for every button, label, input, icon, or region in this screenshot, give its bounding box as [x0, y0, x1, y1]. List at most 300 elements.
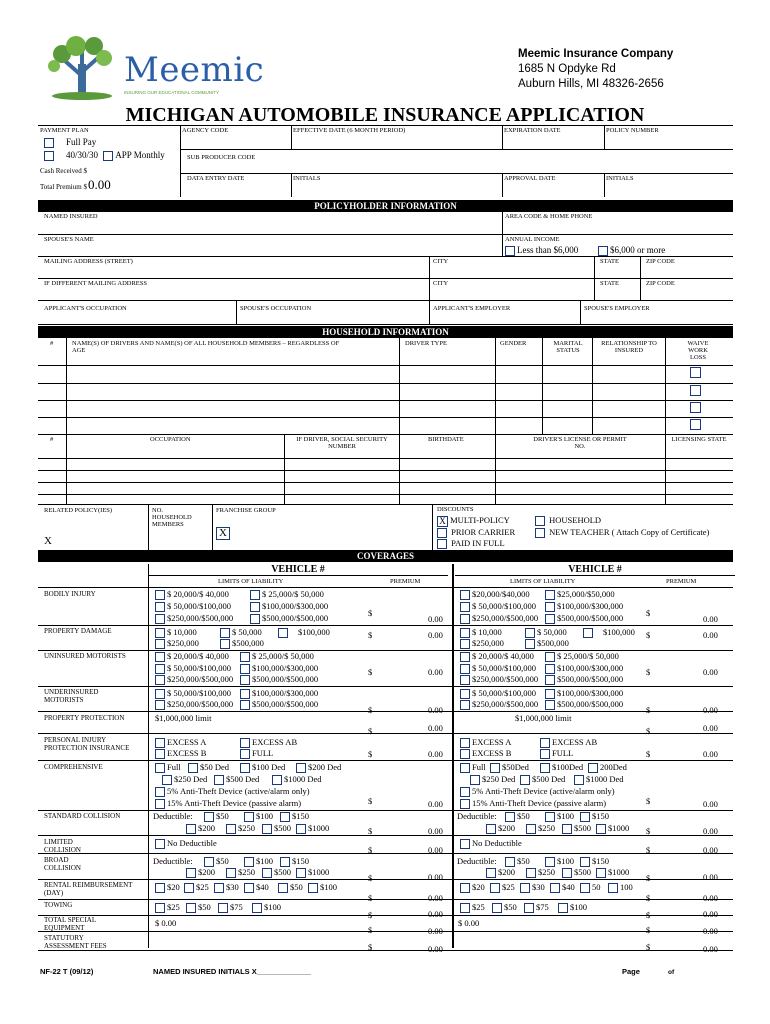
opt-left-pd2[interactable]: [220, 627, 262, 638]
cb-right-c8[interactable]: [460, 787, 470, 797]
new-teacher-checkbox[interactable]: [535, 528, 545, 538]
cb-left-bi4[interactable]: [250, 602, 260, 612]
cb-left-bc7[interactable]: [296, 868, 306, 878]
cb-left-c7[interactable]: [272, 775, 282, 785]
opt-left-c5[interactable]: [162, 774, 207, 785]
opt-left-pd1[interactable]: [155, 627, 197, 638]
plan-403030-option[interactable]: [44, 150, 165, 161]
opt-left-c2[interactable]: [188, 762, 229, 773]
new-teacher-option[interactable]: [535, 527, 709, 538]
cb-right-r4[interactable]: [550, 883, 560, 893]
cb-right-um4[interactable]: [545, 664, 555, 674]
opt-left-sc7[interactable]: [296, 823, 329, 834]
cb-right-bc3[interactable]: [580, 857, 590, 867]
cb-left-r5[interactable]: [278, 883, 288, 893]
cb-right-bi2[interactable]: [545, 590, 555, 600]
premium-value-right-7[interactable]: 0.00: [703, 826, 718, 836]
opt-right-sc3[interactable]: [580, 811, 609, 822]
opt-left-t1[interactable]: [155, 902, 180, 913]
opt-right-bc2[interactable]: [545, 856, 574, 867]
opt-left-bi4[interactable]: [250, 601, 328, 612]
cb-right-t4[interactable]: [558, 903, 568, 913]
cb-left-bc3[interactable]: [280, 857, 290, 867]
opt-left-pd4[interactable]: [155, 638, 199, 649]
cb-left-ui2[interactable]: [240, 689, 250, 699]
cb-right-bc7[interactable]: [596, 868, 606, 878]
opt-left-pip4[interactable]: [240, 748, 273, 759]
opt-right-um5[interactable]: [460, 674, 538, 685]
named-insured-initials[interactable]: NAMED INSURED INITIALS X_____________: [153, 967, 311, 976]
opt-left-r2[interactable]: [184, 882, 209, 893]
cb-left-pd4[interactable]: [155, 639, 165, 649]
cb-left-c3[interactable]: [240, 763, 250, 773]
total-premium-value[interactable]: 0.00: [88, 177, 111, 192]
cb-left-bc6[interactable]: [262, 868, 272, 878]
opt-left-bc3[interactable]: [280, 856, 309, 867]
opt-right-c8[interactable]: [460, 786, 615, 797]
multi-policy-checkbox[interactable]: X: [437, 516, 448, 527]
right-special-equipment-value[interactable]: $ 0.00: [458, 918, 480, 928]
cb-right-pd2[interactable]: [525, 628, 535, 638]
opt-right-bi3[interactable]: [460, 601, 536, 612]
cb-right-bc6[interactable]: [562, 868, 572, 878]
cb-left-pip4[interactable]: [240, 749, 250, 759]
opt-right-sc7[interactable]: [596, 823, 629, 834]
prior-carrier-option[interactable]: [437, 527, 515, 538]
cb-right-um1[interactable]: [460, 652, 470, 662]
cb-right-um2[interactable]: [545, 652, 555, 662]
opt-right-c4[interactable]: [588, 762, 627, 773]
cb-left-pip1[interactable]: [155, 738, 165, 748]
opt-left-bc1[interactable]: [204, 856, 229, 867]
premium-value-left-3[interactable]: 0.00: [428, 705, 443, 715]
opt-right-c6[interactable]: [520, 774, 565, 785]
related-policies-label: RELATED POLICY(IES): [44, 507, 113, 514]
cb-right-c5[interactable]: [470, 775, 480, 785]
cb-left-sc7[interactable]: [296, 824, 306, 834]
cb-right-c4[interactable]: [588, 763, 598, 773]
opt-right-pd2[interactable]: [525, 627, 567, 638]
opt-right-pd1[interactable]: [460, 627, 502, 638]
cb-left-bi1[interactable]: [155, 590, 165, 600]
cb-left-c2[interactable]: [188, 763, 198, 773]
opt-right-c5[interactable]: [470, 774, 515, 785]
premium-value-right-11[interactable]: 0.00: [703, 909, 718, 919]
opt-right-pd5[interactable]: [525, 638, 569, 649]
paid-in-full-checkbox[interactable]: [437, 539, 447, 549]
waive-checkbox-3[interactable]: [690, 402, 701, 413]
opt-left-c9[interactable]: [155, 798, 301, 809]
opt-right-pip2[interactable]: [540, 737, 597, 748]
lbl-left-bi4: $100,000/$300,000: [262, 601, 329, 611]
opt-right-c9[interactable]: [460, 798, 606, 809]
income-high-option[interactable]: [598, 245, 665, 256]
opt-right-um6[interactable]: [545, 674, 623, 685]
premium-value-left-2[interactable]: 0.00: [428, 667, 443, 677]
cb-right-sc2[interactable]: [545, 812, 555, 822]
cb-left-sc2[interactable]: [244, 812, 254, 822]
cb-left-pd1[interactable]: [155, 628, 165, 638]
cb-left-sc4[interactable]: [186, 824, 196, 834]
opt-left-t3[interactable]: [218, 902, 243, 913]
cb-left-pip3[interactable]: [155, 749, 165, 759]
opt-left-pip2[interactable]: [240, 737, 297, 748]
cb-right-bi1[interactable]: [460, 590, 470, 600]
cb-right-bc5[interactable]: [526, 868, 536, 878]
cb-right-c1[interactable]: [460, 763, 470, 773]
opt-left-c4[interactable]: [296, 762, 341, 773]
opt-right-sc6[interactable]: [562, 823, 591, 834]
cb-left-r6[interactable]: [308, 883, 318, 893]
cb-right-r1[interactable]: [460, 883, 470, 893]
cb-right-sc4[interactable]: [486, 824, 496, 834]
opt-right-pip3[interactable]: [460, 748, 511, 759]
opt-left-c3[interactable]: [240, 762, 285, 773]
opt-right-t2[interactable]: [492, 902, 517, 913]
cb-right-ui3[interactable]: [460, 700, 470, 710]
cb-right-pd4[interactable]: [460, 639, 470, 649]
opt-right-c2[interactable]: [490, 762, 529, 773]
cb-right-bc1[interactable]: [505, 857, 515, 867]
opt-left-ui1[interactable]: [155, 688, 231, 699]
opt-right-bi6[interactable]: [545, 613, 623, 624]
cb-right-um5[interactable]: [460, 675, 470, 685]
paid-in-full-option[interactable]: [437, 538, 505, 549]
premium-value-right-1[interactable]: 0.00: [703, 630, 718, 640]
income-low-option[interactable]: [505, 245, 578, 256]
cb-left-bi3[interactable]: [155, 602, 165, 612]
premium-value-left-10[interactable]: 0.00: [428, 893, 443, 903]
premium-value-left-9[interactable]: 0.00: [428, 872, 443, 882]
premium-value-right-12[interactable]: 0.00: [703, 926, 718, 936]
premium-value-right-8[interactable]: 0.00: [703, 845, 718, 855]
cb-right-bi5[interactable]: [460, 614, 470, 624]
cb-left-um2[interactable]: [240, 652, 250, 662]
opt-left-um5[interactable]: [155, 674, 233, 685]
premium-value-right-9[interactable]: 0.00: [703, 872, 718, 882]
premium-value-right-4[interactable]: 0.00: [703, 723, 718, 733]
cb-right-sc3[interactable]: [580, 812, 590, 822]
opt-right-bc7[interactable]: [596, 867, 629, 878]
opt-left-um3[interactable]: [155, 663, 231, 674]
opt-left-bc5[interactable]: [226, 867, 255, 878]
income-low-checkbox[interactable]: [505, 246, 515, 256]
multi-policy-option[interactable]: [437, 515, 510, 527]
cb-right-r6[interactable]: [608, 883, 618, 893]
cb-right-sc1[interactable]: [505, 812, 515, 822]
opt-left-r3[interactable]: [214, 882, 239, 893]
cb-left-um3[interactable]: [155, 664, 165, 674]
opt-left-bc2[interactable]: [244, 856, 273, 867]
cb-left-t4[interactable]: [252, 903, 262, 913]
cb-left-bi5[interactable]: [155, 614, 165, 624]
opt-right-r5[interactable]: [580, 882, 601, 893]
cb-left-c9[interactable]: [155, 799, 165, 809]
opt-right-c3[interactable]: [540, 762, 583, 773]
opt-right-bc1[interactable]: [505, 856, 530, 867]
opt-right-pip1[interactable]: [460, 737, 511, 748]
opt-right-ui2[interactable]: [545, 688, 623, 699]
opt-left-c6[interactable]: [214, 774, 259, 785]
left-special-equipment-value[interactable]: $ 0.00: [155, 918, 177, 928]
opt-right-sc1[interactable]: [505, 811, 530, 822]
opt-left-sc3[interactable]: [280, 811, 309, 822]
opt-right-lc[interactable]: [460, 838, 522, 849]
cb-left-r4[interactable]: [244, 883, 254, 893]
opt-left-r4[interactable]: [244, 882, 269, 893]
premium-value-right-3[interactable]: 0.00: [703, 705, 718, 715]
opt-left-c7[interactable]: [272, 774, 322, 785]
cb-right-bi3[interactable]: [460, 602, 470, 612]
cb-left-pip2[interactable]: [240, 738, 250, 748]
cb-right-pip3[interactable]: [460, 749, 470, 759]
opt-right-um1[interactable]: [460, 651, 534, 662]
lbl-right-t4: $100: [570, 902, 587, 912]
premium-value-right-6[interactable]: 0.00: [703, 799, 718, 809]
app-monthly-checkbox[interactable]: [103, 151, 113, 161]
opt-right-t1[interactable]: [460, 902, 485, 913]
cb-left-pd2[interactable]: [220, 628, 230, 638]
opt-left-ui2[interactable]: [240, 688, 318, 699]
opt-left-bc7[interactable]: [296, 867, 329, 878]
opt-left-bi3[interactable]: [155, 601, 231, 612]
waive-checkbox-2[interactable]: [690, 385, 701, 396]
cb-left-t2[interactable]: [186, 903, 196, 913]
full-pay-checkbox[interactable]: [44, 138, 54, 148]
opt-right-r2[interactable]: [490, 882, 515, 893]
opt-right-pd4[interactable]: [460, 638, 504, 649]
cb-left-c4[interactable]: [296, 763, 306, 773]
cb-right-sc7[interactable]: [596, 824, 606, 834]
cb-left-ui4[interactable]: [240, 700, 250, 710]
cb-right-c9[interactable]: [460, 799, 470, 809]
household-discount-checkbox[interactable]: [535, 516, 545, 526]
opt-right-ui3[interactable]: [460, 699, 538, 710]
opt-left-r5[interactable]: [278, 882, 303, 893]
cb-right-um3[interactable]: [460, 664, 470, 674]
opt-left-bc6[interactable]: [262, 867, 291, 878]
premium-value-left-6[interactable]: 0.00: [428, 799, 443, 809]
opt-left-pip3[interactable]: [155, 748, 206, 759]
cb-left-bc1[interactable]: [204, 857, 214, 867]
cb-left-c1[interactable]: [155, 763, 165, 773]
opt-left-pip1[interactable]: [155, 737, 206, 748]
opt-left-sc6[interactable]: [262, 823, 291, 834]
opt-right-bi5[interactable]: [460, 613, 538, 624]
opt-right-pd3[interactable]: [583, 627, 635, 638]
opt-left-sc2[interactable]: [244, 811, 273, 822]
cb-right-c7[interactable]: [574, 775, 584, 785]
opt-left-c1[interactable]: [155, 762, 181, 773]
opt-right-bi1[interactable]: [460, 589, 530, 600]
premium-value-left-7[interactable]: 0.00: [428, 826, 443, 836]
household-discount-option[interactable]: [535, 515, 601, 526]
opt-right-r4[interactable]: [550, 882, 575, 893]
cb-left-r1[interactable]: [155, 883, 165, 893]
cb-left-bi6[interactable]: [250, 614, 260, 624]
opt-right-um2[interactable]: [545, 651, 619, 662]
premium-value-left-4[interactable]: 0.00: [428, 723, 443, 733]
opt-left-um1[interactable]: [155, 651, 229, 662]
premium-value-right-5[interactable]: 0.00: [703, 749, 718, 759]
cb-left-t3[interactable]: [218, 903, 228, 913]
premium-value-left-11[interactable]: 0.00: [428, 909, 443, 919]
premium-value-right-10[interactable]: 0.00: [703, 893, 718, 903]
cb-right-pd3[interactable]: [583, 628, 593, 638]
cb-left-sc5[interactable]: [226, 824, 236, 834]
cb-left-pd3[interactable]: [278, 628, 288, 638]
premium-value-left-12[interactable]: 0.00: [428, 926, 443, 936]
opt-left-pd3[interactable]: [278, 627, 330, 638]
cb-left-bi2[interactable]: [250, 590, 260, 600]
premium-value-left-1[interactable]: 0.00: [428, 630, 443, 640]
related-policies-value[interactable]: X: [44, 535, 52, 547]
opt-right-sc4[interactable]: [486, 823, 515, 834]
cb-left-c6[interactable]: [214, 775, 224, 785]
opt-right-r3[interactable]: [520, 882, 545, 893]
opt-left-um6[interactable]: [240, 674, 318, 685]
cb-left-c5[interactable]: [162, 775, 172, 785]
cb-left-sc1[interactable]: [204, 812, 214, 822]
cb-left-bc4[interactable]: [186, 868, 196, 878]
cb-left-um1[interactable]: [155, 652, 165, 662]
opt-right-ui1[interactable]: [460, 688, 536, 699]
cb-left-ui1[interactable]: [155, 689, 165, 699]
cb-right-ui4[interactable]: [545, 700, 555, 710]
cb-right-r3[interactable]: [520, 883, 530, 893]
cb-right-pip2[interactable]: [540, 738, 550, 748]
opt-right-bi4[interactable]: [545, 601, 623, 612]
cb-left-um6[interactable]: [240, 675, 250, 685]
premium-value-right-13[interactable]: 0.00: [703, 944, 718, 954]
opt-right-bi2[interactable]: [545, 589, 615, 600]
opt-left-ui4[interactable]: [240, 699, 318, 710]
franchise-checkbox[interactable]: X: [216, 527, 230, 540]
opt-right-c7[interactable]: [574, 774, 624, 785]
waive-checkbox-1[interactable]: [690, 367, 701, 378]
opt-right-um4[interactable]: [545, 663, 623, 674]
opt-right-sc2[interactable]: [545, 811, 574, 822]
cb-left-ui3[interactable]: [155, 700, 165, 710]
opt-left-um2[interactable]: [240, 651, 314, 662]
cb-left-lc[interactable]: [155, 839, 165, 849]
opt-right-r1[interactable]: [460, 882, 485, 893]
opt-left-bc4[interactable]: [186, 867, 215, 878]
prior-carrier-checkbox[interactable]: [437, 528, 447, 538]
opt-left-t2[interactable]: [186, 902, 211, 913]
premium-value-left-5[interactable]: 0.00: [428, 749, 443, 759]
plan-403030-checkbox[interactable]: [44, 151, 54, 161]
cb-left-pd5[interactable]: [220, 639, 230, 649]
opt-right-bc5[interactable]: [526, 867, 555, 878]
cb-right-bc4[interactable]: [486, 868, 496, 878]
opt-left-r6[interactable]: [308, 882, 337, 893]
premium-value-left-8[interactable]: 0.00: [428, 845, 443, 855]
cb-right-sc5[interactable]: [526, 824, 536, 834]
opt-left-pd5[interactable]: [220, 638, 264, 649]
cb-right-t1[interactable]: [460, 903, 470, 913]
opt-left-bi2[interactable]: [250, 589, 324, 600]
opt-left-bi6[interactable]: [250, 613, 328, 624]
opt-left-um4[interactable]: [240, 663, 318, 674]
cb-left-bc2[interactable]: [244, 857, 254, 867]
opt-left-bi5[interactable]: [155, 613, 233, 624]
opt-right-bc4[interactable]: [486, 867, 515, 878]
cb-right-lc[interactable]: [460, 839, 470, 849]
opt-right-c1[interactable]: [460, 762, 486, 773]
cb-left-bc5[interactable]: [226, 868, 236, 878]
cb-right-t2[interactable]: [492, 903, 502, 913]
opt-right-um3[interactable]: [460, 663, 536, 674]
opt-right-sc5[interactable]: [526, 823, 555, 834]
opt-right-bc6[interactable]: [562, 867, 591, 878]
cb-right-r5[interactable]: [580, 883, 590, 893]
opt-left-t4[interactable]: [252, 902, 281, 913]
opt-left-ui3[interactable]: [155, 699, 233, 710]
premium-value-right-0[interactable]: 0.00: [703, 614, 718, 624]
opt-left-c8[interactable]: [155, 786, 310, 797]
cb-right-c2[interactable]: [490, 763, 500, 773]
state-label: STATE: [600, 258, 619, 265]
premium-value-left-13[interactable]: 0.00: [428, 944, 443, 954]
cb-left-r2[interactable]: [184, 883, 194, 893]
opt-right-bc3[interactable]: [580, 856, 609, 867]
cb-right-c3[interactable]: [540, 763, 550, 773]
cb-left-t1[interactable]: [155, 903, 165, 913]
opt-left-lc[interactable]: [155, 838, 217, 849]
cb-right-t3[interactable]: [524, 903, 534, 913]
cb-right-bi6[interactable]: [545, 614, 555, 624]
cb-left-c8[interactable]: [155, 787, 165, 797]
opt-right-t4[interactable]: [558, 902, 587, 913]
opt-right-r6[interactable]: [608, 882, 633, 893]
income-high-checkbox[interactable]: [598, 246, 608, 256]
opt-left-r1[interactable]: [155, 882, 180, 893]
opt-left-sc1[interactable]: [204, 811, 229, 822]
cb-right-pd1[interactable]: [460, 628, 470, 638]
opt-left-bi1[interactable]: [155, 589, 229, 600]
opt-left-sc5[interactable]: [226, 823, 255, 834]
cb-right-bc2[interactable]: [545, 857, 555, 867]
cb-right-bi4[interactable]: [545, 602, 555, 612]
lbl-right-bi3: $ 50,000/$100,000: [472, 601, 536, 611]
waive-checkbox-4[interactable]: [690, 419, 701, 430]
cb-right-sc6[interactable]: [562, 824, 572, 834]
opt-right-pip4[interactable]: [540, 748, 573, 759]
cb-right-pip4[interactable]: [540, 749, 550, 759]
cb-left-r3[interactable]: [214, 883, 224, 893]
cb-left-sc6[interactable]: [262, 824, 272, 834]
premium-dollar-right-2: $: [646, 667, 651, 677]
premium-dollar-right-6: $: [646, 796, 651, 806]
cb-right-c6[interactable]: [520, 775, 530, 785]
opt-right-ui4[interactable]: [545, 699, 623, 710]
cb-right-pip1[interactable]: [460, 738, 470, 748]
cb-right-ui2[interactable]: [545, 689, 555, 699]
opt-right-t3[interactable]: [524, 902, 549, 913]
cb-right-r2[interactable]: [490, 883, 500, 893]
opt-left-sc4[interactable]: [186, 823, 215, 834]
full-pay-option[interactable]: [44, 137, 96, 148]
cb-left-um4[interactable]: [240, 664, 250, 674]
cb-left-sc3[interactable]: [280, 812, 290, 822]
cb-right-pd5[interactable]: [525, 639, 535, 649]
premium-value-right-2[interactable]: 0.00: [703, 667, 718, 677]
premium-value-left-0[interactable]: 0.00: [428, 614, 443, 624]
cb-right-um6[interactable]: [545, 675, 555, 685]
cb-left-um5[interactable]: [155, 675, 165, 685]
cb-right-ui1[interactable]: [460, 689, 470, 699]
